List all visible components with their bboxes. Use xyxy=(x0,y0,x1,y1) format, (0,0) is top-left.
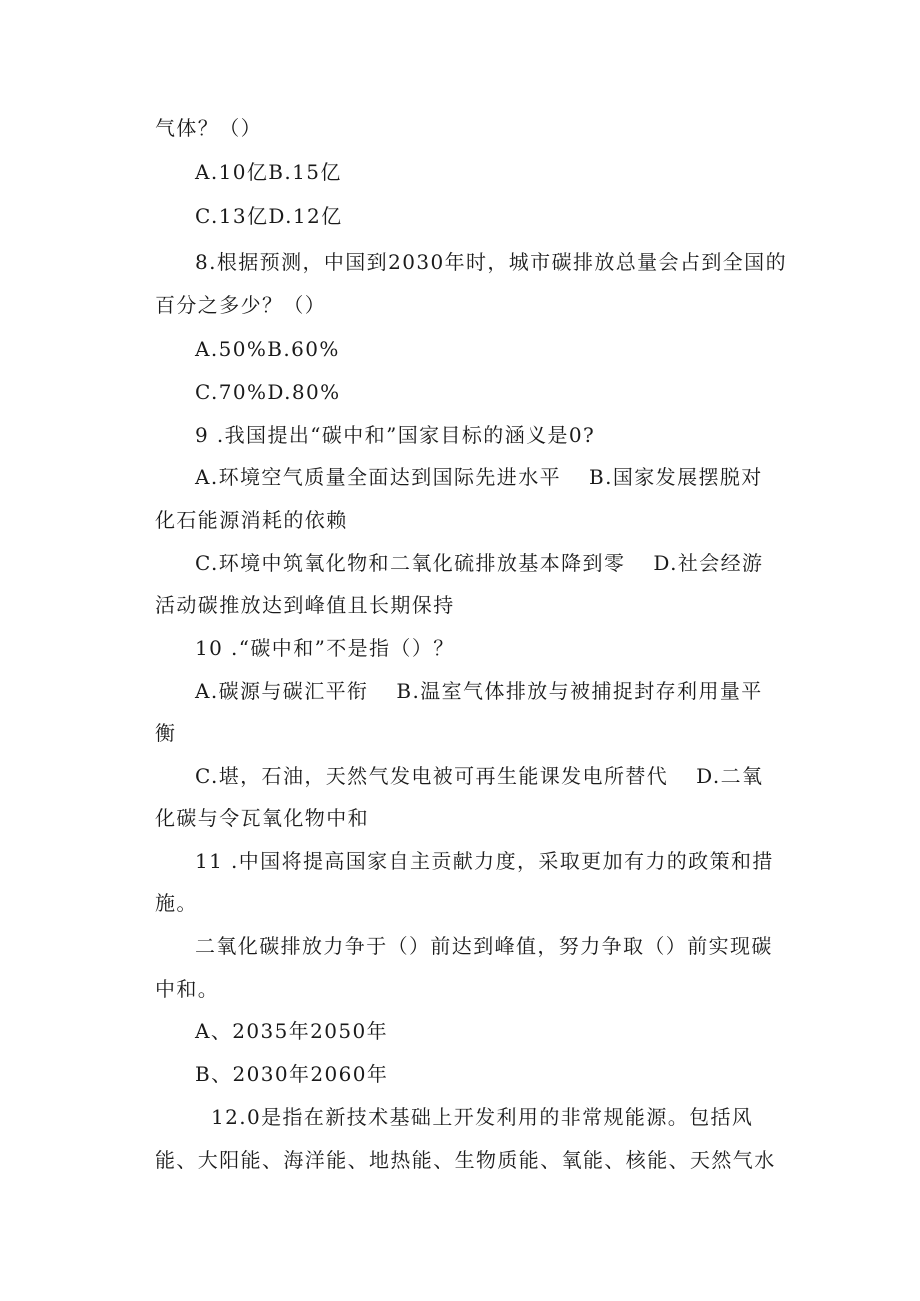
q9-option-b: B.国家发展摆脱对 xyxy=(589,465,763,489)
q10-option-a: A.碳源与碳汇平衔 xyxy=(195,679,369,703)
q10-options-ab-cont: 衡 xyxy=(155,721,177,745)
q7-options-ab: A.10亿B.15亿 xyxy=(195,160,342,184)
q8-question-cont: 百分之多少？（） xyxy=(155,293,327,317)
q10-option-b: B.温室气体排放与被捕捉封存利用量平 xyxy=(396,679,763,703)
q11-blank-sentence: 二氧化碳排放力争于（）前达到峰值，努力争取（）前实现碳 xyxy=(195,934,773,958)
q11-option-b: B、2030年2060年 xyxy=(195,1062,389,1086)
q11-blank-sentence-cont: 中和。 xyxy=(155,977,220,1001)
q11-question: 11 .中国将提高国家自主贡献力度，采取更加有力的政策和措 xyxy=(195,849,774,873)
q9-options-cd-cont: 活动碳推放达到峰值且长期保持 xyxy=(155,593,455,617)
q9-options-ab xyxy=(195,463,763,491)
q11-option-a: A、2035年2050年 xyxy=(195,1019,389,1043)
q9-options-cd xyxy=(195,549,763,577)
q12-question: 12.0是指在新技术基础上开发利用的非常规能源。包括风 xyxy=(211,1105,754,1129)
q9-option-c: C.环境中筑氧化物和二氧化硫排放基本降到零 xyxy=(195,551,626,575)
q10-option-c: C.堪，石油，天然气发电被可再生能课发电所替代 xyxy=(195,764,669,788)
q10-options-cd-cont: 化碳与令瓦氧化物中和 xyxy=(155,806,369,830)
q9-question: 9 .我国提出“碳中和”国家目标的涵义是0? xyxy=(195,423,596,447)
q10-options-ab xyxy=(195,677,763,705)
q10-question: 10 .“碳中和”不是指（）？ xyxy=(195,636,455,660)
q10-option-d: D.二氧 xyxy=(696,764,764,788)
q7-continuation: 气体？（） xyxy=(155,116,262,140)
q10-options-cd xyxy=(195,762,763,790)
q8-question: 8.根据预测，中国到2030年时，城市碳排放总量会占到全国的 xyxy=(195,250,787,274)
q9-options-ab-cont: 化石能源消耗的依赖 xyxy=(155,508,348,532)
q8-options-cd: C.70%D.80% xyxy=(195,380,341,404)
q9-option-d: D.社会经游 xyxy=(653,551,764,575)
q7-options-cd: C.13亿D.12亿 xyxy=(195,204,343,228)
q9-option-a: A.环境空气质量全面达到国际先进水平 xyxy=(195,465,562,489)
q11-question-cont: 施。 xyxy=(155,891,198,915)
q12-question-cont: 能、大阳能、海洋能、地热能、生物质能、氧能、核能、天然气水 xyxy=(155,1148,776,1172)
q8-options-ab: A.50%B.60% xyxy=(195,337,340,361)
